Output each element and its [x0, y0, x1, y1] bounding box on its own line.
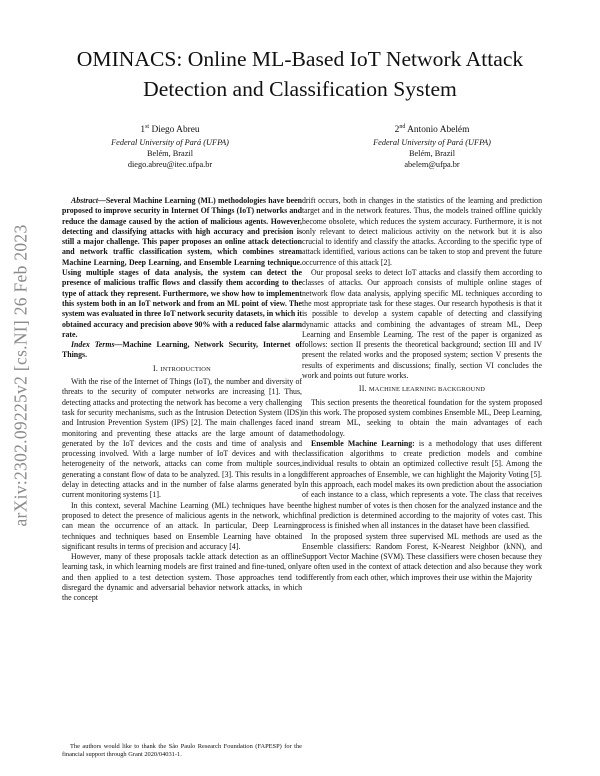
arxiv-identifier: arXiv:2302.09225v2 [cs.NI] 26 Feb 2023: [10, 223, 31, 527]
author-1-email: diego.abreu@itec.ufpa.br: [127, 160, 213, 170]
section-heading-background: II. MACHINE LEARNING BACKGROUND: [358, 384, 486, 394]
paragraph-ensemble: Ensemble Machine Learning: is a methodology that uses different classification algorithms to create prediction models and combine individual results to obtain an optimized collective result [5]. Among the different approaches of Ensemble, we can highlight the Majority Voting [5]. In this approach, each model makes its own prediction about the association of each instance to a class, which represents a vote. The class that receives the highest number of votes is then chosen for the analyzed instance and the final prediction is determined according to the majority of votes cast. This process is finished when all instances in the dataset have been classified.: [302, 438, 542, 531]
author-2-location: Belém, Brazil: [408, 148, 456, 158]
author-2: [322, 122, 542, 171]
author-1-affiliation: Federal University of Pará (UFPA): [111, 137, 229, 147]
abstract: Abstract—Several Machine Learning (ML) methodologies have been proposed to improve security in Internet Of Things (IoT) networks and reduce the damage caused by the action of malicious agents. However, detecting and classifying attacks with high accuracy and precision is still a major challenge. This paper proposes an online attack detection and network traffic classification system, which combines stream Machine Learning, Deep Learning, and Ensemble Learning technique. Using multiple stages of data analysis, the system can detect the presence of malicious traffic flows and classify them according to the type of attack they represent. Furthermore, we show how to implement this system both in an IoT network and from an ML point of view. The system was evaluated in three IoT network security datasets, in which it obtained accuracy and precision above 90% with a reduced false alarm rate.: [62, 196, 302, 339]
author-1-name: 1st Diego Abreu: [140, 124, 200, 136]
paper-title: OMINACS: Online ML-Based IoT Network Attack Detection and Classification System: [76, 47, 524, 101]
author-1-location: Belém, Brazil: [146, 148, 194, 158]
author-2-name: 2nd Antonio Abelém: [394, 124, 470, 136]
index-terms: Index Terms—Machine Learning, Network Security, Internet of Things.: [62, 340, 302, 360]
author-2-email: abelem@ufpa.br: [404, 160, 460, 170]
section-heading-introduction: I. INTRODUCTION: [153, 363, 211, 373]
author-1: [60, 122, 280, 171]
paragraph: This section presents the theoretical foundation for the system proposed in this work. The proposed system combines Ensemble ML, Deep Learning, and stream ML, seeking to obtain the main advantages of each methodology.: [302, 397, 542, 438]
paragraph: However, many of these proposals tackle attack detection as an offline learning task, in which learning models are first trained and fine-tuned, only and then applied to a test detection system. Those approaches tend to disregard the dynamic and adversarial behavior network attacks, in which the concept: [62, 552, 302, 603]
left-column: [62, 196, 302, 604]
footnote: The authors would like to thank the São Paulo Research Foundation (FAPESP) for the financial support through Grant 2020/04031-1.: [62, 743, 302, 759]
run-in-heading: Ensemble Machine Learning:: [311, 438, 415, 448]
paragraph: In the proposed system three supervised ML methods are used as the Ensemble classifiers: Random Forest, K-Nearest Neighbor (kNN), and Support Vector Machine (SVM). These classifiers were chosen because they are often used in the context of attack detection and also because they work differently from each other, which improves their use within the Majority: [302, 531, 542, 582]
author-2-affiliation: Federal University of Pará (UFPA): [373, 137, 491, 147]
paragraph: With the rise of the Internet of Things (IoT), the number and diversity of threats to the security of computer networks are increasing [1]. Thus, detecting attacks and protecting the network has become a very challenging task for security mechanisms, such as the Intrusion Detection System (IDS) and Intrusion Prevention System (IPS) [2]. The main challenges faced in monitoring and preventing these attacks are the large amount of data generated by the IoT devices and the costs and time of analysis and processing involved. With a large number of IoT devices and with the heterogeneity of the network, attacks can come from multiple sources, generating a constant flow of data to be analyzed. [3]. This results in a long delay in detecting attacks and in the number of false alarms generated by current monitoring systems [1].: [62, 377, 302, 500]
paragraph: Our proposal seeks to detect IoT attacks and classify them according to classes of attacks. Our approach consists of multiple online stages of network flow data analysis, applying specific ML techniques according to the most appropriate task for these stages. Our research hypothesis is that it is possible to develop a system capable of detecting and classifying dynamic attacks and combining the advantages of stream ML, Deep Learning and Ensemble Learning. The rest of the paper is organized as follows: section II presents the theoretical background; section III and IV present the related works and the proposed system; section V presents the results of experiments and discussions; finally, section VI concludes the work and points out future works.: [302, 268, 542, 381]
right-column: [302, 196, 542, 583]
paragraph: drift occurs, both in changes in the statistics of the learning and prediction target and in the network features. Thus, the models trained offline quickly become obsolete, which reduces the system accuracy. Furthermore, it is not only relevant to detect malicious activity on the network but it is also crucial to identify and classify the attacks. According to the specific type of attack identified, various actions can be taken to stop and prevent the future occurrence of this attack [2].: [302, 196, 542, 267]
paragraph: In this context, several Machine Learning (ML) techniques have been proposed to detect the presence of malicious agents in the network, which can mean the occurrence of an attack. In particular, Deep Learning techniques and techniques based on Ensemble Learning have obtained significant results in terms of precision and accuracy [4].: [62, 500, 302, 551]
